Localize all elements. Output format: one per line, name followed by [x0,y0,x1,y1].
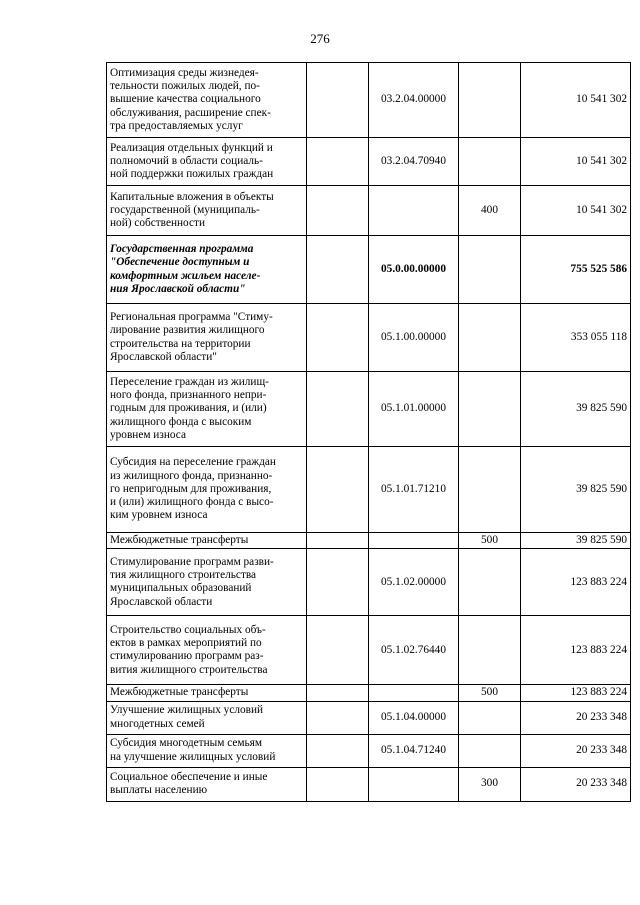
row-type-cell: 500 [459,685,521,701]
row-name-cell [107,304,307,372]
row-name-line: и (или) жилищного фонда с высо- [110,496,274,509]
row-code-cell [369,186,459,236]
table-row [107,236,631,304]
table-row [107,685,631,701]
table-row [107,767,631,801]
row-name-line: уровнем износа [110,428,186,441]
row-name-line: комфортным жильем населе- [110,269,261,282]
table-row [107,549,631,616]
row-name-line: строительства на территории [110,337,251,350]
row-amount-cell: 20 233 348 [521,734,631,767]
row-type-cell [459,304,521,372]
row-name-line: Улучшение жилищных условий [110,704,264,717]
row-name-line: лирование развития жилищного [110,324,265,337]
empty-cell [307,186,369,236]
row-amount-cell: 39 825 590 [521,533,631,549]
row-type-cell [459,701,521,734]
empty-cell [307,138,369,186]
row-name-cell [107,685,307,701]
row-name-line: Государственная программа [110,242,254,255]
empty-cell [307,304,369,372]
row-name-line: Оптимизация среды жизнедея- [110,66,259,79]
row-type-cell [459,138,521,186]
row-name-cell [107,549,307,616]
row-type-cell [459,63,521,138]
row-code-cell: 05.1.02.00000 [369,549,459,616]
row-name-line: вышение качества социального [110,93,261,106]
row-type-cell [459,549,521,616]
row-code-cell [369,767,459,801]
empty-cell [307,533,369,549]
row-name-line: Межбюджетные трансферты [110,686,249,699]
table-row [107,63,631,138]
row-type-cell: 400 [459,186,521,236]
row-name-line: жилищного фонда с высоким [110,415,252,428]
row-amount-cell: 39 825 590 [521,447,631,533]
row-type-cell: 300 [459,767,521,801]
row-name-cell [107,63,307,138]
row-name-line: Ярославской области [110,595,213,608]
empty-cell [307,734,369,767]
row-name-cell [107,616,307,685]
row-name-cell [107,447,307,533]
row-code-cell: 05.1.04.71240 [369,734,459,767]
row-name-line: го непригодным для проживания, [110,482,272,495]
table-row [107,304,631,372]
row-name-line: выплаты населению [110,784,208,797]
row-name-line: Реализация отдельных функций и [110,141,273,154]
table-row [107,533,631,549]
row-name-cell [107,236,307,304]
row-name-line: на улучшение жилищных условий [110,750,276,763]
row-name-line: тра предоставляемых услуг [110,119,243,132]
row-name-line: из жилищного фонда, признанно- [110,469,273,482]
row-code-cell: 05.1.01.71210 [369,447,459,533]
row-name-line: Межбюджетные трансферты [110,534,249,546]
page-number: 276 [310,31,330,46]
row-amount-cell: 10 541 302 [521,138,631,186]
row-amount-cell: 10 541 302 [521,63,631,138]
row-name-line: Переселение граждан из жилищ- [110,375,269,388]
table-row [107,186,631,236]
empty-cell [307,616,369,685]
row-name-line: Субсидия на переселение граждан [110,456,276,469]
empty-cell [307,767,369,801]
row-name-line: ного фонда, признанного непри- [110,389,267,402]
row-name-line: Региональная программа "Стиму- [110,310,273,323]
row-name-line: вития жилищного строительства [110,663,268,676]
table-row [107,734,631,767]
row-amount-cell: 123 883 224 [521,616,631,685]
row-code-cell: 05.1.01.00000 [369,372,459,447]
row-name-line: Социальное обеспечение и иные [110,770,268,783]
row-name-line: муниципальных образований [110,582,252,595]
row-code-cell: 03.2.04.00000 [369,63,459,138]
row-name-cell [107,767,307,801]
row-name-line: ким уровнем износа [110,509,208,522]
row-code-cell: 05.1.04.00000 [369,701,459,734]
row-name-cell [107,701,307,734]
row-amount-cell: 20 233 348 [521,701,631,734]
row-name-line: ной) собственности [110,217,205,230]
row-amount-cell: 123 883 224 [521,685,631,701]
row-name-line: Субсидия многодетным семьям [110,737,263,750]
row-amount-cell: 755 525 586 [521,236,631,304]
row-amount-cell: 20 233 348 [521,767,631,801]
row-amount-cell: 10 541 302 [521,186,631,236]
empty-cell [307,685,369,701]
row-name-line: многодетных семей [110,717,205,730]
empty-cell [307,701,369,734]
row-type-cell: 500 [459,533,521,549]
empty-cell [307,372,369,447]
row-name-cell [107,533,307,549]
row-name-line: ния Ярославской области" [110,282,246,295]
row-code-cell: 05.1.00.00000 [369,304,459,372]
table-row [107,701,631,734]
row-name-line: ектов в рамках мероприятий по [110,637,262,649]
table-row [107,616,631,685]
row-amount-cell: 123 883 224 [521,549,631,616]
row-name-line: ной поддержки пожилых граждан [110,168,274,181]
row-name-line: обслуживания, расширение спек- [110,106,271,119]
row-name-line: тия жилищного строительства [110,569,257,581]
budget-table [106,62,631,802]
row-name-line: Ярославской области" [110,350,217,363]
row-name-line: годным для проживания, и (или) [110,402,267,415]
empty-cell [307,447,369,533]
row-code-cell [369,685,459,701]
table-row [107,372,631,447]
row-code-cell: 03.2.04.70940 [369,138,459,186]
row-name-cell [107,734,307,767]
row-code-cell: 05.0.00.00000 [369,236,459,304]
row-amount-cell: 353 055 118 [521,304,631,372]
table-row [107,138,631,186]
row-name-line: Строительство социальных объ- [110,623,266,636]
row-name-cell [107,186,307,236]
empty-cell [307,549,369,616]
budget-table-body [107,63,631,802]
row-type-cell [459,734,521,767]
row-name-line: Капитальные вложения в объекты [110,190,274,203]
row-type-cell [459,616,521,685]
row-code-cell [369,533,459,549]
row-name-line: Стимулирование программ разви- [110,555,274,568]
empty-cell [307,236,369,304]
row-name-cell [107,138,307,186]
row-name-line: стимулированию программ раз- [110,650,264,663]
row-amount-cell: 39 825 590 [521,372,631,447]
row-name-line: тельности пожилых людей, по- [110,80,260,93]
row-type-cell [459,372,521,447]
row-name-line: полномочий в области социаль- [110,154,263,167]
row-code-cell: 05.1.02.76440 [369,616,459,685]
row-name-line: государственной (муниципаль- [110,203,260,216]
row-type-cell [459,236,521,304]
row-type-cell [459,447,521,533]
empty-cell [307,63,369,138]
table-row [107,447,631,533]
row-name-line: "Обеспечение доступным и [110,256,250,269]
row-name-cell [107,372,307,447]
